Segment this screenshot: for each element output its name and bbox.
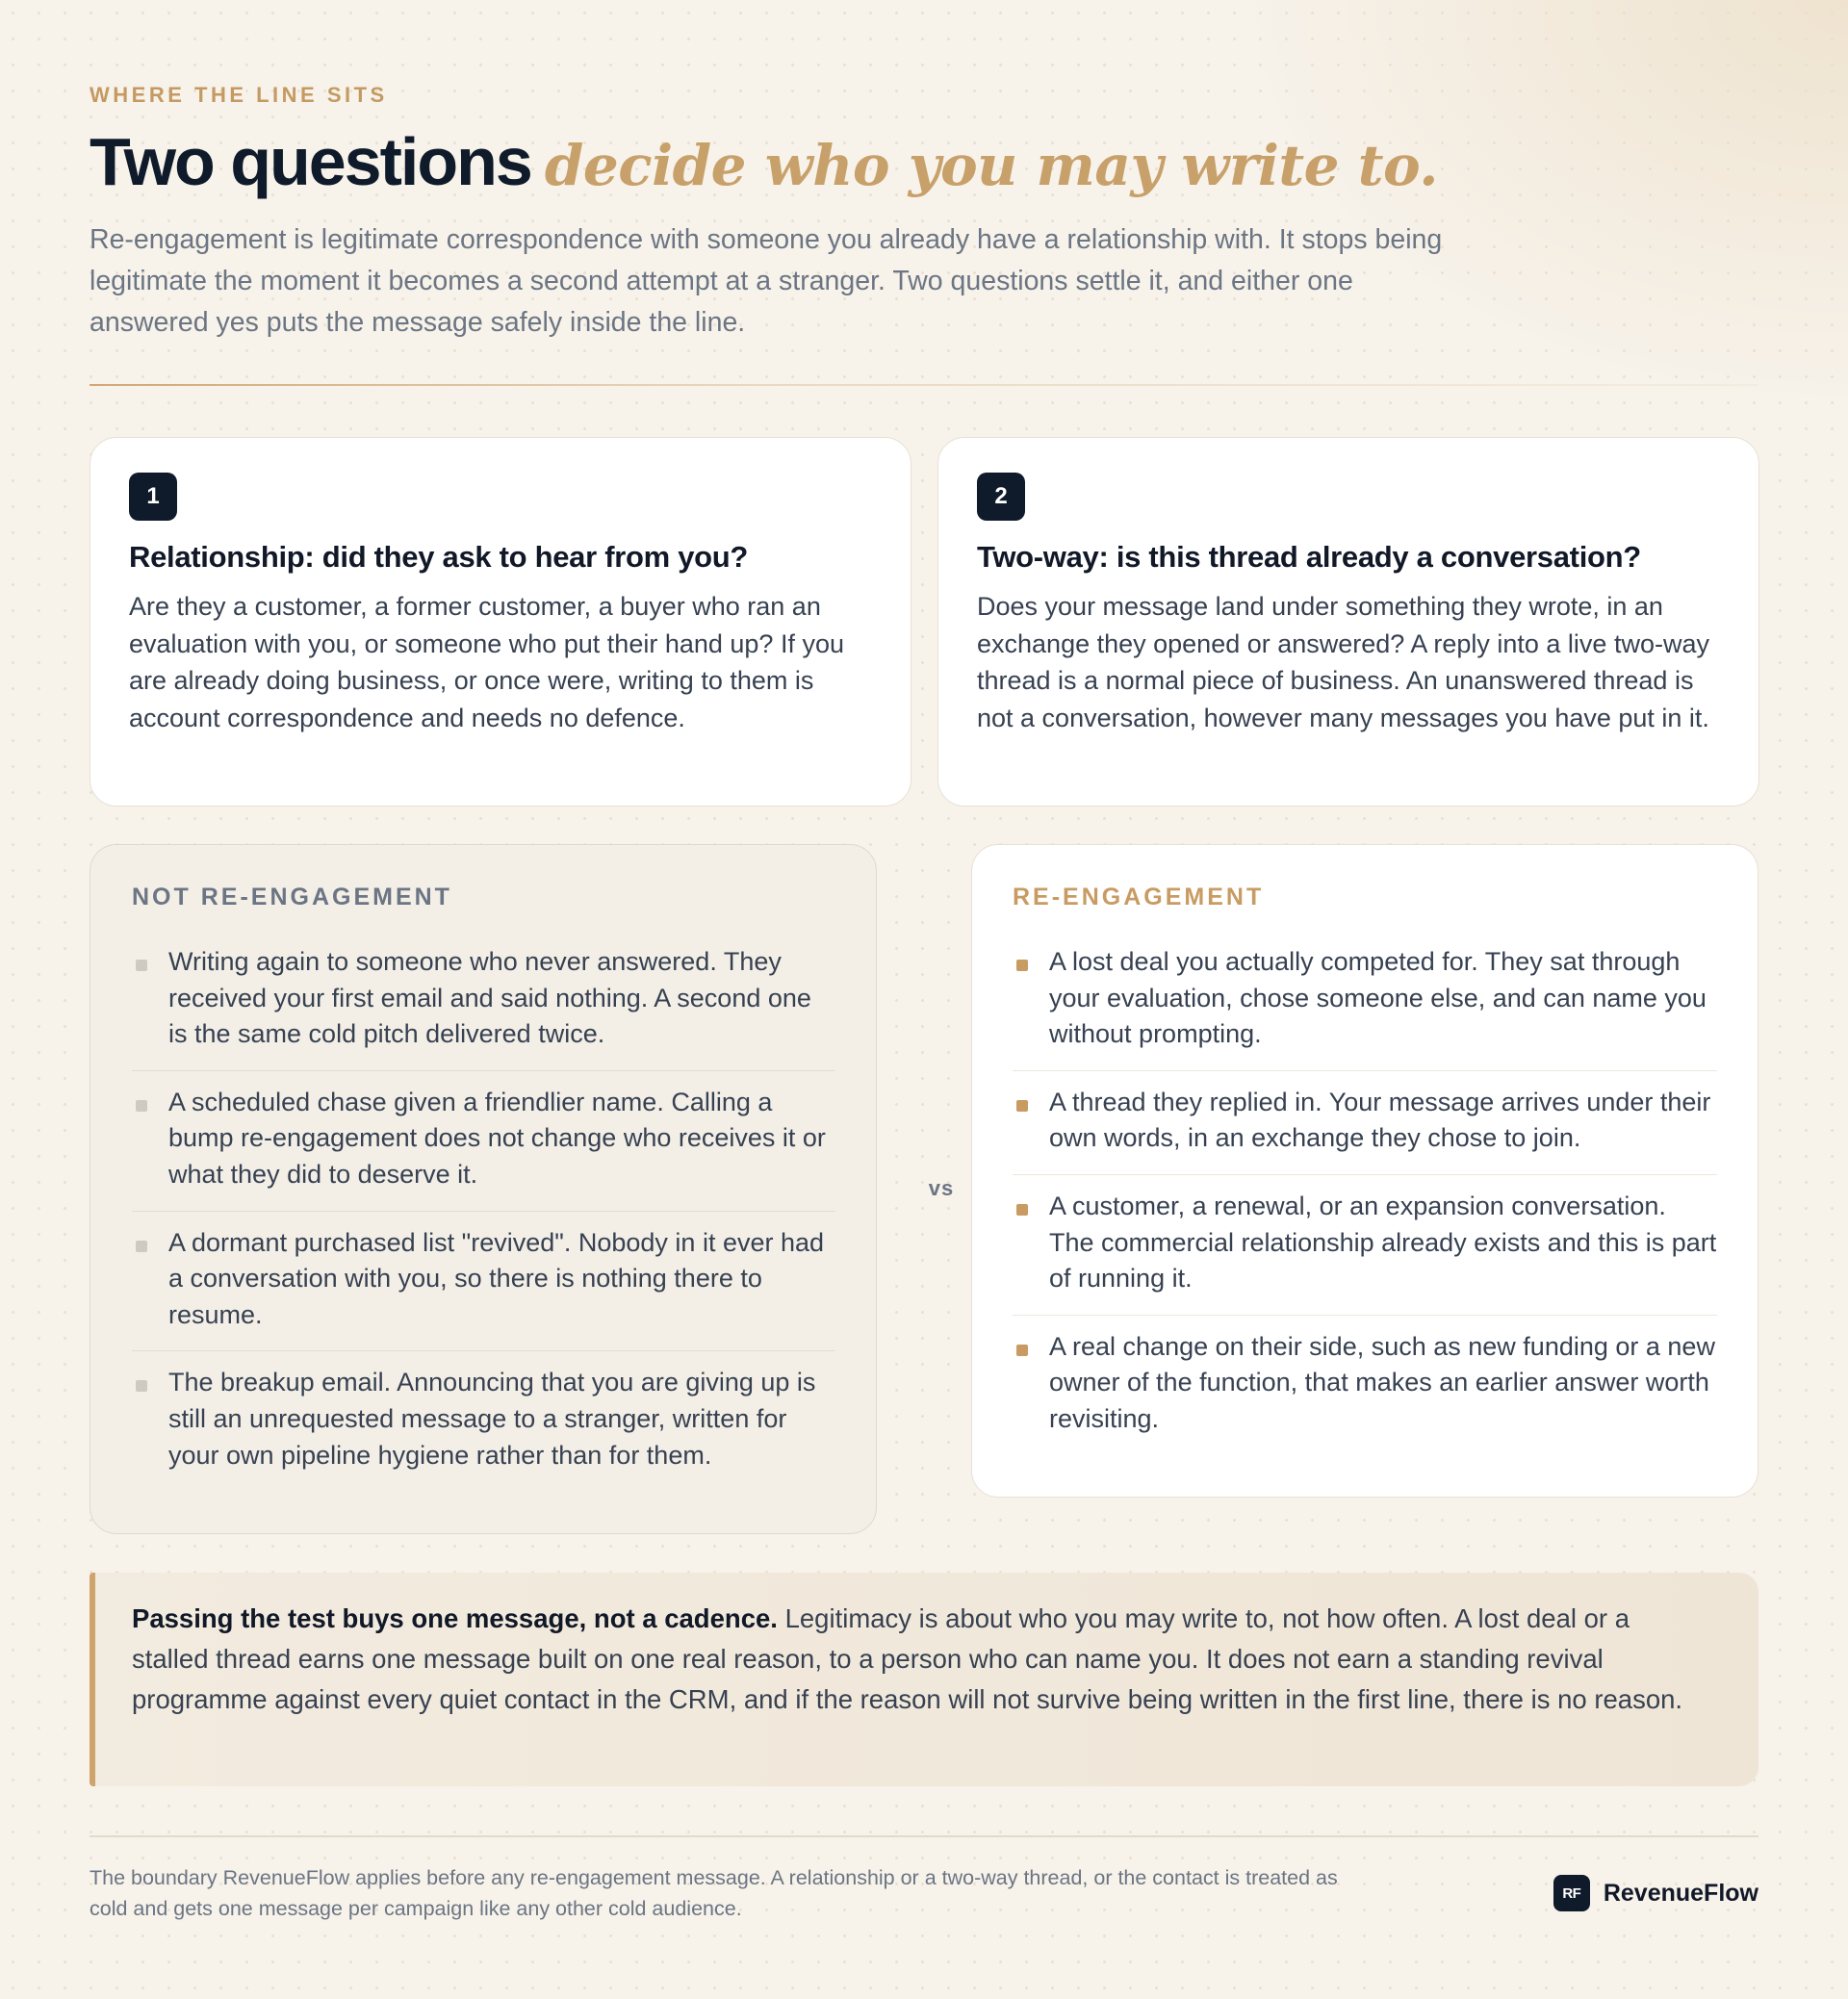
brand-logo-icon: RF bbox=[1553, 1875, 1590, 1911]
not-reengagement-panel bbox=[90, 844, 877, 1534]
question-card-two-way bbox=[937, 437, 1759, 807]
list-item-text: Writing again to someone who never answered. They received your first email and said nothing. A second one is the same cold pitch delivered twice. bbox=[168, 947, 811, 1049]
question-number-badge: 2 bbox=[977, 473, 1025, 521]
question-title: Relationship: did they ask to hear from you? bbox=[129, 540, 749, 574]
reengagement-panel bbox=[971, 844, 1758, 1498]
list-item bbox=[132, 1071, 835, 1212]
list-item bbox=[1013, 1071, 1717, 1175]
bullet-square-icon bbox=[136, 1380, 147, 1392]
eyebrow: WHERE THE LINE SITS bbox=[90, 83, 388, 107]
callout bbox=[90, 1573, 1758, 1786]
list-item-text: A lost deal you actually competed for. They sat through your evaluation, chose someone else, and can name you without prompting. bbox=[1049, 947, 1707, 1049]
list-item-text: A thread they replied in. Your message arrives under their own words, in an exchange they chose to join. bbox=[1049, 1087, 1711, 1153]
list-item-text: A customer, a renewal, or an expansion conversation. The commercial relationship already exists and this is part of running it. bbox=[1049, 1191, 1717, 1294]
list-item bbox=[1013, 944, 1717, 1071]
bullet-square-icon bbox=[1016, 1345, 1028, 1356]
bullet-square-icon bbox=[136, 1100, 147, 1112]
title-strong: Two questions bbox=[90, 124, 531, 199]
bullet-square-icon bbox=[1016, 1100, 1028, 1112]
list-item-text: A real change on their side, such as new funding or a new owner of the function, that makes an earlier answer worth revisiting. bbox=[1049, 1331, 1715, 1433]
question-body: Are they a customer, a former customer, a buyer who ran an evaluation with you, or someone who put their hand up? If you are already doing business, or once were, writing to them is account correspondence and needs no defence. bbox=[129, 592, 844, 733]
panel-heading: RE-ENGAGEMENT bbox=[1013, 884, 1265, 910]
bullet-square-icon bbox=[1016, 960, 1028, 971]
footer-divider bbox=[90, 1835, 1758, 1837]
list-item-text: A dormant purchased list "revived". Nobody in it ever had a conversation with you, so there is nothing there to resume. bbox=[168, 1227, 825, 1329]
list-item bbox=[132, 1351, 835, 1491]
title-script: decide who you may write to. bbox=[544, 133, 1438, 198]
bullet-square-icon bbox=[136, 1241, 147, 1252]
question-body: Does your message land under something they wrote, in an exchange they opened or answered? A reply into a live two-way thread is a normal piece of business. An unanswered thread is not a conversation, however many messages you have put in it. bbox=[977, 592, 1709, 733]
list-item-text: A scheduled chase given a friendlier name. Calling a bump re-engagement does not change who receives it or what they did to deserve it. bbox=[168, 1087, 826, 1189]
lede: Re-engagement is legitimate correspondence with someone you already have a relationship with. It stops being legitimate the moment it becomes a second attempt at a stranger. Two questions settle it, and either one answered yes puts the message safely inside the line. bbox=[90, 224, 1443, 338]
page-title bbox=[90, 123, 1438, 200]
brand-name: RevenueFlow bbox=[1603, 1879, 1758, 1907]
panel-heading: NOT RE-ENGAGEMENT bbox=[132, 884, 452, 910]
list-item bbox=[1013, 1316, 1717, 1455]
bullet-square-icon bbox=[136, 960, 147, 971]
bullet-square-icon bbox=[1016, 1204, 1028, 1216]
footer-note: The boundary RevenueFlow applies before any re-engagement message. A relationship or a two-way thread, or the contact is treated as cold and gets one message per campaign like any other cold audience. bbox=[90, 1866, 1338, 1920]
list-item-text: The breakup email. Announcing that you are giving up is still an unrequested message to a stranger, written for your own pipeline hygiene rather than for them. bbox=[168, 1368, 816, 1470]
header-divider bbox=[90, 384, 1758, 386]
callout-lead: Passing the test buys one message, not a cadence. bbox=[132, 1603, 778, 1633]
question-title: Two-way: is this thread already a conversation? bbox=[977, 540, 1641, 574]
reengagement-list bbox=[1013, 944, 1717, 1455]
callout-body: Legitimacy is about who you may write to, not how often. A lost deal or a stalled thread earns one message built on one real reason, to a person who can name you. It does not earn a standing revival programme against every quiet contact in the CRM, and if the reason will not survive being written in the first line, there is no reason. bbox=[132, 1603, 1683, 1714]
list-item bbox=[1013, 1175, 1717, 1316]
question-card-relationship bbox=[90, 437, 911, 807]
not-reengagement-list bbox=[132, 944, 835, 1491]
vs-label: vs bbox=[928, 1176, 955, 1200]
list-item bbox=[132, 944, 835, 1071]
question-number-badge: 1 bbox=[129, 473, 177, 521]
list-item bbox=[132, 1212, 835, 1352]
brand bbox=[1553, 1875, 1758, 1911]
